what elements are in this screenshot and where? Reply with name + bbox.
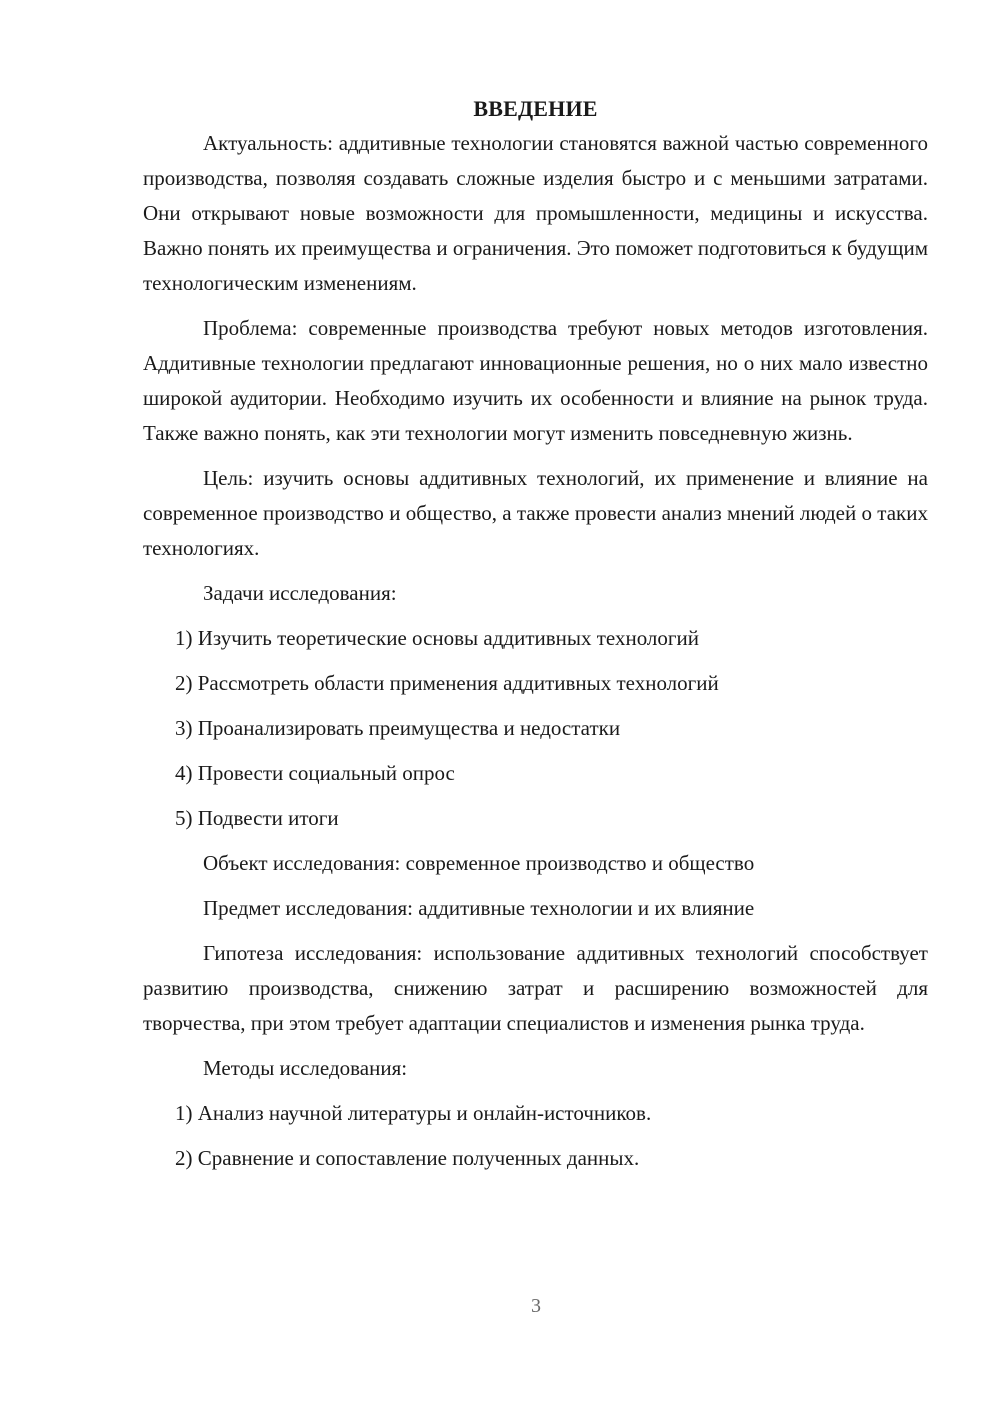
task-item: 3) Проанализировать преимущества и недостатки (175, 716, 621, 740)
relevance-paragraph: Актуальность: аддитивные технологии становятся важной частью современного производства, позволяя создавать сложные изделия быстро и с меньшими затратами. Они открывают новые возможности для промышленности, медицины и искусства. Важно понять их преимущества и ограничения. Это поможет подготовиться к будущим технологическим изменениям. (143, 131, 928, 295)
task-item: 4) Провести социальный опрос (175, 761, 455, 785)
problem-paragraph: Проблема: современные производства требуют новых методов изготовления. Аддитивные технологии предлагают инновационные решения, но о них мало известно широкой аудитории. Необходимо изучить их особенности и влияние на рынок труда. Также важно понять, как эти технологии могут изменить повседневную жизнь. (143, 316, 928, 445)
document-page (143, 92, 928, 1186)
research-object: Объект исследования: современное производство и общество (203, 851, 755, 875)
page-number: 3 (531, 1295, 541, 1317)
task-item: 1) Изучить теоретические основы аддитивных технологий (175, 626, 700, 650)
task-item: 5) Подвести итоги (175, 806, 339, 830)
tasks-heading: Задачи исследования: (203, 581, 397, 605)
research-subject: Предмет исследования: аддитивные технологии и их влияние (203, 896, 755, 920)
method-item: 2) Сравнение и сопоставление полученных данных. (175, 1146, 640, 1170)
methods-heading: Методы исследования: (203, 1056, 408, 1080)
page-title: ВВЕДЕНИЕ (473, 96, 598, 121)
task-item: 2) Рассмотреть области применения аддитивных технологий (175, 671, 719, 695)
goal-paragraph: Цель: изучить основы аддитивных технологий, их применение и влияние на современное производство и общество, а также провести анализ мнений людей о таких технологиях. (143, 466, 928, 560)
hypothesis-paragraph: Гипотеза исследования: использование аддитивных технологий способствует развитию производства, снижению затрат и расширению возможностей для творчества, при этом требует адаптации специалистов и изменения рынка труда. (143, 941, 928, 1035)
method-item: 1) Анализ научной литературы и онлайн-источников. (175, 1101, 652, 1125)
